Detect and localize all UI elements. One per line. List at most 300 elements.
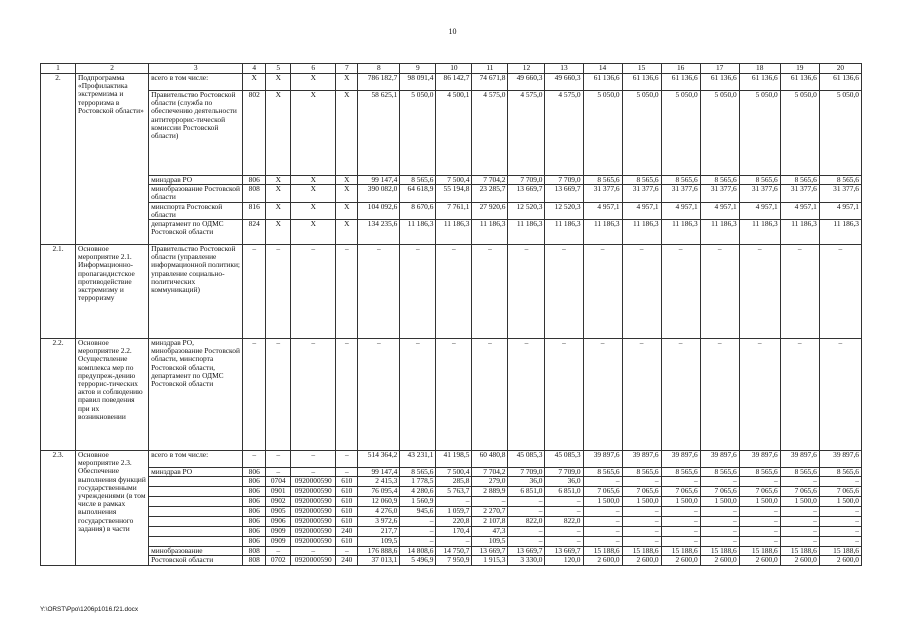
executor-cell: минздрав РО bbox=[149, 468, 243, 477]
code-cell: 806 bbox=[243, 477, 266, 487]
value-cell: – bbox=[739, 537, 780, 547]
value-cell: 13 669,7 bbox=[472, 547, 508, 556]
code-cell: Х bbox=[291, 185, 336, 202]
value-cell: 11 186,3 bbox=[472, 220, 508, 245]
value-cell: 7 709,0 bbox=[545, 468, 583, 477]
code-cell: – bbox=[291, 547, 336, 556]
page-number: 10 bbox=[448, 27, 457, 36]
value-cell: 3 330,0 bbox=[508, 556, 545, 565]
value-cell: 2 600,0 bbox=[739, 556, 780, 565]
value-cell: 7 500,4 bbox=[436, 468, 472, 477]
section-2-1-row bbox=[41, 245, 862, 339]
table-row bbox=[41, 517, 862, 527]
code-cell: Х bbox=[291, 220, 336, 245]
value-cell: – bbox=[622, 477, 661, 487]
code-cell: Х bbox=[336, 185, 358, 202]
code-cell: 0704 bbox=[266, 477, 291, 487]
value-cell: 15 188,6 bbox=[739, 547, 780, 556]
code-cell: 240 bbox=[336, 556, 358, 565]
value-cell: 1 778,5 bbox=[400, 477, 436, 487]
value-cell: 217,7 bbox=[358, 527, 400, 537]
code-cell: 0909 bbox=[266, 537, 291, 547]
table-row bbox=[41, 220, 862, 245]
value-cell: – bbox=[583, 477, 622, 487]
code-cell: Х bbox=[266, 91, 291, 176]
executor-cell: всего в том числе: bbox=[149, 74, 243, 91]
value-cell: 39 897,6 bbox=[622, 451, 661, 468]
value-cell: – bbox=[400, 537, 436, 547]
code-cell: 806 bbox=[243, 507, 266, 517]
value-cell: 37 013,1 bbox=[358, 556, 400, 565]
value-cell: – bbox=[508, 527, 545, 537]
code-cell: 808 bbox=[243, 556, 266, 565]
value-cell: 4 575,0 bbox=[508, 91, 545, 176]
section-number: 2.1. bbox=[41, 245, 76, 339]
value-cell: 99 147,4 bbox=[358, 176, 400, 185]
dash-cell: – bbox=[819, 339, 861, 451]
column-header: 14 bbox=[583, 64, 622, 74]
code-cell: Х bbox=[266, 220, 291, 245]
value-cell: 60 480,8 bbox=[472, 451, 508, 468]
value-cell: 7 065,6 bbox=[700, 487, 739, 497]
value-cell: 1 500,0 bbox=[622, 497, 661, 507]
column-header: 4 bbox=[243, 64, 266, 74]
value-cell: – bbox=[661, 507, 700, 517]
value-cell: 8 565,6 bbox=[583, 468, 622, 477]
value-cell: 49 660,3 bbox=[545, 74, 583, 91]
value-cell: 64 618,9 bbox=[400, 185, 436, 202]
dash-cell: – bbox=[472, 339, 508, 451]
code-cell: 610 bbox=[336, 537, 358, 547]
column-header: 1 bbox=[41, 64, 76, 74]
value-cell: 4 280,6 bbox=[400, 487, 436, 497]
section-number: 2.3. bbox=[41, 451, 76, 566]
dash-cell: – bbox=[291, 245, 336, 339]
dash-cell: – bbox=[661, 339, 700, 451]
value-cell: 104 092,6 bbox=[358, 202, 400, 219]
budget-table bbox=[40, 63, 862, 566]
value-cell: – bbox=[780, 537, 819, 547]
value-cell: 11 186,3 bbox=[700, 220, 739, 245]
value-cell: 8 565,6 bbox=[583, 176, 622, 185]
value-cell: 1 500,0 bbox=[661, 497, 700, 507]
dash-cell: – bbox=[622, 245, 661, 339]
code-cell: 0702 bbox=[266, 556, 291, 565]
value-cell: 8 565,6 bbox=[400, 468, 436, 477]
value-cell: 8 565,6 bbox=[819, 176, 861, 185]
value-cell: – bbox=[700, 517, 739, 527]
column-header: 2 bbox=[76, 64, 149, 74]
executor-cell bbox=[149, 537, 243, 547]
value-cell: – bbox=[400, 517, 436, 527]
value-cell: 13 669,7 bbox=[508, 185, 545, 202]
column-header: 5 bbox=[266, 64, 291, 74]
value-cell: 2 415,3 bbox=[358, 477, 400, 487]
value-cell: 2 889,9 bbox=[472, 487, 508, 497]
code-cell: – bbox=[266, 468, 291, 477]
value-cell: 4 957,1 bbox=[622, 202, 661, 219]
value-cell: 7 704,2 bbox=[472, 468, 508, 477]
value-cell: 514 364,2 bbox=[358, 451, 400, 468]
dash-cell: – bbox=[739, 245, 780, 339]
executor-cell bbox=[149, 507, 243, 517]
value-cell: 7 500,4 bbox=[436, 176, 472, 185]
executor-cell bbox=[149, 487, 243, 497]
code-cell: 806 bbox=[243, 176, 266, 185]
value-cell: 2 600,0 bbox=[819, 556, 861, 565]
value-cell: 61 136,6 bbox=[700, 74, 739, 91]
code-cell: – bbox=[243, 451, 266, 468]
column-header: 15 bbox=[622, 64, 661, 74]
code-cell: 0920000590 bbox=[291, 507, 336, 517]
value-cell: 220,8 bbox=[436, 517, 472, 527]
value-cell: 4 276,0 bbox=[358, 507, 400, 517]
value-cell: 1 500,0 bbox=[780, 497, 819, 507]
section-number: 2. bbox=[41, 74, 76, 245]
value-cell: 58 625,1 bbox=[358, 91, 400, 176]
dash-cell: – bbox=[266, 339, 291, 451]
code-cell: Х bbox=[291, 202, 336, 219]
table-row bbox=[41, 185, 862, 202]
table-row bbox=[41, 547, 862, 556]
value-cell: – bbox=[508, 537, 545, 547]
value-cell: 1 500,0 bbox=[819, 497, 861, 507]
code-cell: 806 bbox=[243, 468, 266, 477]
value-cell: 5 763,7 bbox=[436, 487, 472, 497]
value-cell: 7 065,6 bbox=[780, 487, 819, 497]
value-cell: – bbox=[700, 507, 739, 517]
value-cell: 2 600,0 bbox=[780, 556, 819, 565]
value-cell: 31 377,6 bbox=[583, 185, 622, 202]
code-cell: Х bbox=[243, 74, 266, 91]
value-cell: 99 147,4 bbox=[358, 468, 400, 477]
table-row bbox=[41, 202, 862, 219]
dash-cell: – bbox=[336, 339, 358, 451]
value-cell: 822,0 bbox=[545, 517, 583, 527]
value-cell: 134 235,6 bbox=[358, 220, 400, 245]
code-cell: 610 bbox=[336, 487, 358, 497]
value-cell: 945,6 bbox=[400, 507, 436, 517]
value-cell: 31 377,6 bbox=[700, 185, 739, 202]
value-cell: 15 188,6 bbox=[622, 547, 661, 556]
column-header: 10 bbox=[436, 64, 472, 74]
code-cell: 808 bbox=[243, 185, 266, 202]
value-cell: 120,0 bbox=[545, 556, 583, 565]
code-cell: – bbox=[266, 547, 291, 556]
value-cell: – bbox=[545, 527, 583, 537]
executor-cell: минздрав РО bbox=[149, 176, 243, 185]
executor-cell: Правительство Ростовской области (служба по обеспечению деятельности антитеррорис-тической комиссии Ростовской области) bbox=[149, 91, 243, 176]
value-cell: – bbox=[739, 477, 780, 487]
value-cell: 31 377,6 bbox=[739, 185, 780, 202]
value-cell: 13 669,7 bbox=[508, 547, 545, 556]
value-cell: 12 520,3 bbox=[508, 202, 545, 219]
value-cell: 41 198,5 bbox=[436, 451, 472, 468]
dash-cell: – bbox=[780, 245, 819, 339]
value-cell: 13 669,7 bbox=[545, 185, 583, 202]
value-cell: 4 957,1 bbox=[780, 202, 819, 219]
value-cell: – bbox=[622, 507, 661, 517]
value-cell: – bbox=[661, 477, 700, 487]
value-cell: 61 136,6 bbox=[583, 74, 622, 91]
column-header: 17 bbox=[700, 64, 739, 74]
table-row bbox=[41, 477, 862, 487]
code-cell: 610 bbox=[336, 497, 358, 507]
dash-cell: – bbox=[358, 339, 400, 451]
value-cell: 4 575,0 bbox=[545, 91, 583, 176]
value-cell: 15 188,6 bbox=[700, 547, 739, 556]
value-cell: 47,3 bbox=[472, 527, 508, 537]
dash-cell: – bbox=[472, 245, 508, 339]
value-cell: 7 065,6 bbox=[583, 487, 622, 497]
value-cell: 8 565,6 bbox=[700, 468, 739, 477]
code-cell: 806 bbox=[243, 497, 266, 507]
value-cell: – bbox=[545, 507, 583, 517]
value-cell: – bbox=[739, 527, 780, 537]
value-cell: 2 600,0 bbox=[661, 556, 700, 565]
column-header: 18 bbox=[739, 64, 780, 74]
value-cell: 5 050,0 bbox=[583, 91, 622, 176]
value-cell: 2 600,0 bbox=[583, 556, 622, 565]
value-cell: 7 065,6 bbox=[661, 487, 700, 497]
dash-cell: – bbox=[358, 245, 400, 339]
value-cell: 8 670,6 bbox=[400, 202, 436, 219]
column-header: 6 bbox=[291, 64, 336, 74]
value-cell: – bbox=[700, 527, 739, 537]
dash-cell: – bbox=[700, 245, 739, 339]
value-cell: – bbox=[661, 517, 700, 527]
dash-cell: – bbox=[436, 339, 472, 451]
value-cell: 279,0 bbox=[472, 477, 508, 487]
code-cell: 824 bbox=[243, 220, 266, 245]
section-name: Основное мероприятие 2.3. Обеспечение выполнения функций государственными учреждениями (в том числе в рамках выполнения государственного задания) в части bbox=[76, 451, 149, 566]
value-cell: 76 095,4 bbox=[358, 487, 400, 497]
code-cell: 0920000590 bbox=[291, 487, 336, 497]
value-cell: 5 050,0 bbox=[700, 91, 739, 176]
value-cell: 822,0 bbox=[508, 517, 545, 527]
code-cell: – bbox=[266, 451, 291, 468]
code-cell: Х bbox=[266, 74, 291, 91]
code-cell: – bbox=[336, 547, 358, 556]
dash-cell: – bbox=[436, 245, 472, 339]
code-cell: 806 bbox=[243, 487, 266, 497]
value-cell: 12 520,3 bbox=[545, 202, 583, 219]
value-cell: 15 188,6 bbox=[819, 547, 861, 556]
value-cell: 55 194,8 bbox=[436, 185, 472, 202]
table-row bbox=[41, 497, 862, 507]
value-cell: 390 082,0 bbox=[358, 185, 400, 202]
code-cell: 802 bbox=[243, 91, 266, 176]
code-cell: Х bbox=[266, 176, 291, 185]
value-cell: 61 136,6 bbox=[661, 74, 700, 91]
dash-cell: – bbox=[545, 245, 583, 339]
value-cell: 176 888,6 bbox=[358, 547, 400, 556]
value-cell: 5 050,0 bbox=[400, 91, 436, 176]
code-cell: 0920000590 bbox=[291, 537, 336, 547]
dash-cell: – bbox=[266, 245, 291, 339]
value-cell: – bbox=[508, 507, 545, 517]
value-cell: 1 500,0 bbox=[739, 497, 780, 507]
value-cell: – bbox=[819, 527, 861, 537]
table-row bbox=[41, 176, 862, 185]
column-header: 12 bbox=[508, 64, 545, 74]
dash-cell: – bbox=[508, 339, 545, 451]
value-cell: 31 377,6 bbox=[819, 185, 861, 202]
value-cell: – bbox=[545, 537, 583, 547]
value-cell: 14 750,7 bbox=[436, 547, 472, 556]
code-cell: 0905 bbox=[266, 507, 291, 517]
value-cell: 4 957,1 bbox=[739, 202, 780, 219]
value-cell: 7 709,0 bbox=[508, 468, 545, 477]
value-cell: 7 950,9 bbox=[436, 556, 472, 565]
code-cell: 0909 bbox=[266, 527, 291, 537]
executor-cell: минспорта Ростовской области bbox=[149, 202, 243, 219]
value-cell: 43 231,1 bbox=[400, 451, 436, 468]
value-cell: 36,0 bbox=[545, 477, 583, 487]
value-cell: 5 050,0 bbox=[739, 91, 780, 176]
value-cell: 74 671,8 bbox=[472, 74, 508, 91]
value-cell: 4 957,1 bbox=[583, 202, 622, 219]
value-cell: 7 065,6 bbox=[622, 487, 661, 497]
column-header: 20 bbox=[819, 64, 861, 74]
value-cell: 7 709,0 bbox=[508, 176, 545, 185]
value-cell: 1 915,3 bbox=[472, 556, 508, 565]
value-cell: – bbox=[583, 527, 622, 537]
code-cell: Х bbox=[336, 91, 358, 176]
table-row bbox=[41, 487, 862, 497]
executor-cell bbox=[149, 527, 243, 537]
dash-cell: – bbox=[400, 245, 436, 339]
value-cell: 7 065,6 bbox=[819, 487, 861, 497]
code-cell: Х bbox=[266, 185, 291, 202]
column-header: 7 bbox=[336, 64, 358, 74]
dash-cell: – bbox=[739, 339, 780, 451]
value-cell: 11 186,3 bbox=[739, 220, 780, 245]
value-cell: – bbox=[819, 477, 861, 487]
code-cell: 816 bbox=[243, 202, 266, 219]
code-cell: 806 bbox=[243, 537, 266, 547]
value-cell: 2 600,0 bbox=[622, 556, 661, 565]
value-cell: 5 050,0 bbox=[661, 91, 700, 176]
dash-cell: – bbox=[819, 245, 861, 339]
value-cell: 27 920,6 bbox=[472, 202, 508, 219]
value-cell: – bbox=[622, 517, 661, 527]
value-cell: – bbox=[622, 537, 661, 547]
code-cell: Х bbox=[291, 176, 336, 185]
value-cell: 4 957,1 bbox=[661, 202, 700, 219]
code-cell: 0920000590 bbox=[291, 517, 336, 527]
value-cell: 31 377,6 bbox=[780, 185, 819, 202]
value-cell: – bbox=[583, 507, 622, 517]
value-cell: 1 500,0 bbox=[700, 497, 739, 507]
section-name: Подпрограмма «Профилактика экстремизма и терроризма в Ростовской области» bbox=[76, 74, 149, 245]
value-cell: 8 565,6 bbox=[780, 176, 819, 185]
value-cell: 5 496,9 bbox=[400, 556, 436, 565]
value-cell: – bbox=[780, 477, 819, 487]
executor-cell bbox=[149, 477, 243, 487]
value-cell: 39 897,6 bbox=[700, 451, 739, 468]
value-cell: – bbox=[819, 537, 861, 547]
code-cell: 0906 bbox=[266, 517, 291, 527]
dash-cell: – bbox=[780, 339, 819, 451]
code-cell: 610 bbox=[336, 517, 358, 527]
value-cell: 1 500,0 bbox=[583, 497, 622, 507]
value-cell: 2 600,0 bbox=[700, 556, 739, 565]
value-cell: 61 136,6 bbox=[622, 74, 661, 91]
code-cell: 0920000590 bbox=[291, 556, 336, 565]
value-cell: 11 186,3 bbox=[583, 220, 622, 245]
table-row bbox=[41, 74, 862, 91]
value-cell: – bbox=[583, 537, 622, 547]
value-cell: 1 059,7 bbox=[436, 507, 472, 517]
value-cell: – bbox=[739, 507, 780, 517]
executor-cell: Ростовской области bbox=[149, 556, 243, 565]
column-header: 9 bbox=[400, 64, 436, 74]
value-cell: 39 897,6 bbox=[819, 451, 861, 468]
code-cell: Х bbox=[336, 202, 358, 219]
dash-cell: – bbox=[583, 339, 622, 451]
value-cell: 11 186,3 bbox=[622, 220, 661, 245]
dash-cell: – bbox=[291, 339, 336, 451]
value-cell: 4 500,1 bbox=[436, 91, 472, 176]
value-cell: 39 897,6 bbox=[661, 451, 700, 468]
dash-cell: – bbox=[243, 245, 266, 339]
dash-cell: – bbox=[508, 245, 545, 339]
executor-cell: департамент по ОДМС Ростовской области bbox=[149, 220, 243, 245]
section-name: Основное мероприятие 2.1. Информационно-пропагандистское противодействие экстремизму и терроризму bbox=[76, 245, 149, 339]
value-cell: 6 851,0 bbox=[545, 487, 583, 497]
dash-cell: – bbox=[583, 245, 622, 339]
code-cell: 240 bbox=[336, 527, 358, 537]
executor-cell bbox=[149, 497, 243, 507]
value-cell: 8 565,6 bbox=[819, 468, 861, 477]
value-cell: 12 060,9 bbox=[358, 497, 400, 507]
value-cell: – bbox=[508, 497, 545, 507]
value-cell: 31 377,6 bbox=[622, 185, 661, 202]
value-cell: 11 186,3 bbox=[819, 220, 861, 245]
dash-cell: – bbox=[336, 245, 358, 339]
executor-cell: Правительство Ростовской области (управление информационной политики; управление социально-политических коммуникаций) bbox=[149, 245, 243, 339]
value-cell: – bbox=[545, 497, 583, 507]
value-cell: 45 085,3 bbox=[545, 451, 583, 468]
executor-cell: минобразование bbox=[149, 547, 243, 556]
code-cell: 0920000590 bbox=[291, 477, 336, 487]
value-cell: – bbox=[700, 477, 739, 487]
code-cell: 0902 bbox=[266, 497, 291, 507]
file-path-footer: Y:\ORST\Ppo\1206p1016.f21.docx bbox=[40, 606, 139, 613]
dash-cell: – bbox=[400, 339, 436, 451]
value-cell: 8 565,6 bbox=[622, 176, 661, 185]
value-cell: 39 897,6 bbox=[780, 451, 819, 468]
column-header: 16 bbox=[661, 64, 700, 74]
value-cell: 15 188,6 bbox=[583, 547, 622, 556]
value-cell: 8 565,6 bbox=[739, 468, 780, 477]
value-cell: – bbox=[622, 527, 661, 537]
value-cell: 39 897,6 bbox=[583, 451, 622, 468]
value-cell: – bbox=[739, 517, 780, 527]
table-row bbox=[41, 91, 862, 176]
value-cell: – bbox=[780, 507, 819, 517]
value-cell: – bbox=[436, 497, 472, 507]
section-2-2-row bbox=[41, 339, 862, 451]
value-cell: 11 186,3 bbox=[436, 220, 472, 245]
value-cell: 8 565,6 bbox=[780, 468, 819, 477]
value-cell: 8 565,6 bbox=[400, 176, 436, 185]
code-cell: – bbox=[291, 468, 336, 477]
code-cell: Х bbox=[291, 74, 336, 91]
executor-cell bbox=[149, 517, 243, 527]
value-cell: 15 188,6 bbox=[780, 547, 819, 556]
